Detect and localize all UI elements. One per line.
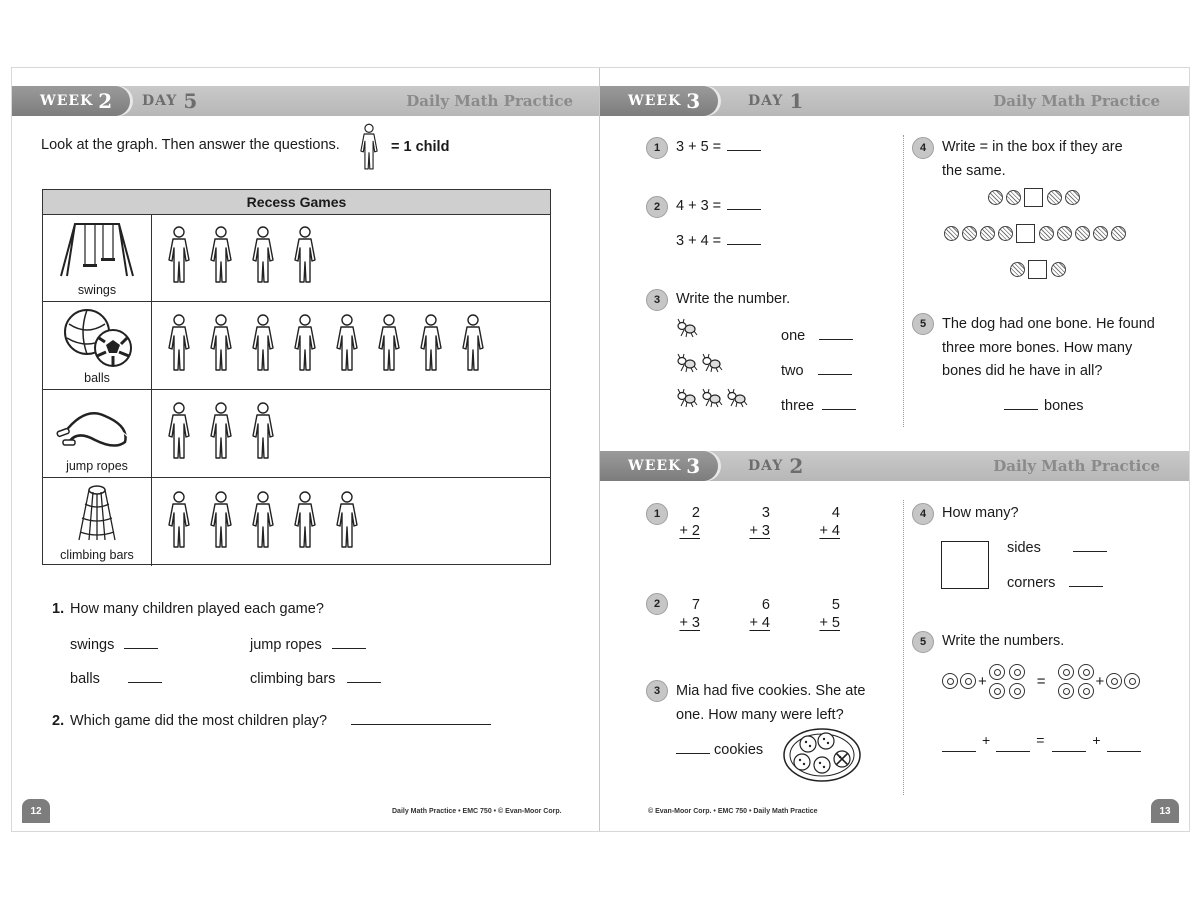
number-word: two: [781, 363, 804, 379]
d1-problem-2b: [676, 233, 761, 249]
ball-icon: [1039, 226, 1054, 241]
vertical-addition: [746, 596, 770, 632]
footer-left: Daily Math Practice • EMC 750 • © Evan-Moor Corp.: [392, 808, 562, 815]
graph-row-climbing-bars: [43, 478, 550, 566]
answer-unit: bones: [1044, 398, 1084, 414]
flower-icon: [1009, 664, 1025, 680]
week-number: 3: [686, 89, 702, 113]
day-number: 5: [183, 89, 199, 113]
page-number-left: 12: [22, 799, 50, 823]
row-label: jump ropes: [66, 459, 128, 473]
flower-icon: [989, 664, 1005, 680]
problem-badge: 5: [912, 313, 934, 335]
d1-word-one: [781, 328, 853, 344]
answer-box[interactable]: [1028, 260, 1047, 279]
equation: 3 + 4 =: [676, 233, 722, 249]
plus-sign: +: [1092, 732, 1101, 748]
book-spine: [599, 68, 600, 831]
day-number: 1: [789, 89, 805, 113]
problem-badge: 1: [646, 503, 668, 525]
ball-icon: [1051, 262, 1066, 277]
week-tab: [600, 451, 718, 481]
answer-blank[interactable]: [727, 208, 761, 210]
footer-right: © Evan-Moor Corp. • EMC 750 • Daily Math Practice: [648, 808, 818, 815]
flower-icon: [1124, 673, 1140, 689]
child-figure-icon: [163, 226, 195, 289]
week-number: 2: [98, 89, 114, 113]
child-key-icon: [356, 118, 382, 176]
addend-top: 2: [691, 505, 700, 521]
d1-problem-4-line2: the same.: [942, 163, 1006, 179]
column-divider: [903, 500, 904, 795]
flower-icon: [1078, 664, 1094, 680]
answer-blank[interactable]: [822, 408, 856, 410]
child-figure-icon: [163, 314, 195, 377]
climbing-dome-icon: [75, 482, 119, 544]
ant-icon: [701, 388, 723, 413]
d1-problem-5-line1: The dog had one bone. He found: [942, 316, 1155, 332]
flower-icon: [989, 683, 1005, 699]
question-1: How many children played each game?: [70, 601, 324, 617]
week-label: WEEK: [40, 93, 94, 109]
instructions: Look at the graph. Then answer the questions.: [41, 137, 340, 153]
answer-blank[interactable]: [128, 681, 162, 683]
answer-label: balls: [70, 671, 100, 687]
week-tab: [600, 86, 718, 116]
flower-group: [1058, 664, 1094, 699]
ball-icon: [980, 226, 995, 241]
answer-blank[interactable]: [996, 750, 1030, 752]
addend-bottom: + 3: [749, 523, 770, 539]
row-label-cell: [43, 390, 152, 477]
answer-jump-ropes: [250, 637, 366, 653]
series-title: Daily Math Practice: [993, 92, 1160, 110]
number-word: three: [781, 398, 815, 414]
flower-icon: [942, 673, 958, 689]
vertical-addition: [676, 504, 700, 540]
row-label: balls: [84, 371, 110, 385]
answer-blank[interactable]: [332, 647, 366, 649]
plus-sign: +: [978, 672, 987, 690]
graph-row-swings: [43, 214, 550, 302]
problem-badge: 2: [646, 593, 668, 615]
answer-label: climbing bars: [250, 671, 336, 687]
d1-problem-5-line2: three more bones. How many: [942, 340, 1133, 356]
ball-icon: [962, 226, 977, 241]
key-legend: = 1 child: [391, 139, 450, 155]
answer-blank[interactable]: [727, 149, 761, 151]
question-number: 2.: [52, 713, 65, 729]
vertical-addition: [816, 596, 840, 632]
problem-badge: 3: [646, 680, 668, 702]
addend-top: 5: [831, 597, 840, 613]
equation: 3 + 5 =: [676, 139, 722, 155]
ball-icon: [1111, 226, 1126, 241]
equation: 4 + 3 =: [676, 198, 722, 214]
jump-rope-icon: [55, 402, 139, 452]
addend-bottom: + 2: [679, 523, 700, 539]
addend-top: 3: [761, 505, 770, 521]
problem-badge: 5: [912, 631, 934, 653]
answer-label: swings: [70, 637, 115, 653]
answer-blank[interactable]: [1052, 750, 1086, 752]
square-shape: [941, 541, 989, 589]
ball-icon: [944, 226, 959, 241]
ball-compare-row-3: [1008, 260, 1067, 279]
child-figure-icon: [205, 226, 237, 289]
day-number: 2: [789, 454, 805, 478]
week-number: 3: [686, 454, 702, 478]
answer-balls: [70, 671, 162, 687]
flower-icon: [1009, 683, 1025, 699]
answer-label: sides: [1007, 540, 1041, 556]
addend-bottom: + 4: [749, 615, 770, 631]
answer-label: jump ropes: [250, 637, 322, 653]
addend-bottom: + 4: [819, 523, 840, 539]
cookie-plate-icon: [782, 727, 862, 783]
number-sentence-blanks: [942, 732, 1141, 752]
answer-blank[interactable]: [347, 681, 381, 683]
week-label: WEEK: [628, 93, 682, 109]
right-day2-header-band: [600, 451, 1189, 481]
ant-group: [676, 353, 723, 378]
week-label: WEEK: [628, 458, 682, 474]
addend-bottom: + 3: [679, 615, 700, 631]
answer-box[interactable]: [1024, 188, 1043, 207]
answer-blank[interactable]: [1069, 585, 1103, 587]
answer-blank[interactable]: [676, 752, 710, 754]
plus-sign: +: [1095, 672, 1105, 690]
series-title: Daily Math Practice: [406, 92, 573, 110]
child-figure-icon: [247, 402, 279, 465]
page-number-right: 13: [1151, 799, 1179, 823]
ball-icon: [1010, 262, 1025, 277]
plus-sign: +: [982, 732, 991, 748]
d2-problem-3-line1: Mia had five cookies. She ate: [676, 683, 866, 699]
flower-icon: [1058, 683, 1074, 699]
row-label-cell: [43, 478, 152, 566]
child-figure-icon: [205, 491, 237, 554]
answer-label: corners: [1007, 575, 1056, 591]
child-figure-icon: [457, 314, 489, 377]
graph-row-balls: [43, 302, 550, 390]
d2-corners: [1007, 575, 1103, 591]
problem-badge: 4: [912, 137, 934, 159]
left-day-label: [142, 86, 198, 116]
child-figure-icon: [247, 314, 279, 377]
left-header-band: [12, 86, 599, 116]
ball-icon: [998, 226, 1013, 241]
ball-icon: [1093, 226, 1108, 241]
ball-icon: [1047, 190, 1062, 205]
problem-badge: 3: [646, 289, 668, 311]
d2-problem-3-answer: [676, 742, 763, 758]
row-label: swings: [77, 283, 117, 297]
answer-unit: cookies: [714, 742, 764, 758]
row-label-cell: [43, 302, 152, 389]
ant-icon: [676, 353, 698, 378]
equals-sign: =: [1036, 672, 1046, 690]
flower-icon: [1078, 683, 1094, 699]
problem-badge: 1: [646, 137, 668, 159]
child-figure-icon: [331, 491, 363, 554]
day-label: DAY: [142, 93, 178, 109]
ant-icon: [726, 388, 748, 413]
child-figure-icon: [373, 314, 405, 377]
child-pictures: [163, 478, 363, 566]
answer-blank[interactable]: [727, 243, 761, 245]
child-figure-icon: [205, 402, 237, 465]
ant-icon: [701, 353, 723, 378]
addend-top: 6: [761, 597, 770, 613]
question-2: [70, 713, 491, 729]
child-figure-icon: [205, 314, 237, 377]
child-figure-icon: [247, 226, 279, 289]
ball-icon: [1057, 226, 1072, 241]
child-figure-icon: [247, 491, 279, 554]
d1-problem-1: [676, 139, 761, 155]
addend-bottom: + 5: [819, 615, 840, 631]
d2-sides: [1007, 540, 1107, 556]
day-label: [748, 86, 804, 116]
question-2-text: Which game did the most children play?: [70, 713, 328, 729]
vertical-addition: [676, 596, 700, 632]
d1-problem-5-line3: bones did he have in all?: [942, 363, 1103, 379]
child-figure-icon: [289, 491, 321, 554]
child-pictures: [163, 390, 279, 477]
ant-group: [676, 318, 698, 343]
vertical-addition: [816, 504, 840, 540]
day-label: [748, 451, 804, 481]
ball-compare-row-2: [942, 224, 1127, 243]
swing-set-icon: [57, 220, 137, 278]
child-figure-icon: [415, 314, 447, 377]
left-week-tab: [12, 86, 130, 116]
answer-blank[interactable]: [1004, 408, 1038, 410]
number-word: one: [781, 328, 806, 344]
d1-problem-3-text: Write the number.: [676, 291, 791, 307]
d1-word-two: [781, 363, 852, 379]
addend-top: 7: [691, 597, 700, 613]
question-number: 1.: [52, 601, 65, 617]
flower-icon: [1058, 664, 1074, 680]
d2-problem-4-text: How many?: [942, 505, 1019, 521]
balls-icon: [61, 306, 135, 368]
right-day1-header-band: [600, 86, 1189, 116]
vertical-addition: [746, 504, 770, 540]
child-pictures: [163, 214, 321, 301]
flower-icon: [960, 673, 976, 689]
d1-problem-4-line1: Write = in the box if they are: [942, 139, 1123, 155]
ball-icon: [1065, 190, 1080, 205]
flower-icon: [1106, 673, 1122, 689]
ball-icon: [988, 190, 1003, 205]
answer-blank[interactable]: [1107, 750, 1141, 752]
d2-problem-5-text: Write the numbers.: [942, 633, 1065, 649]
child-figure-icon: [289, 226, 321, 289]
ant-group: [676, 388, 748, 413]
flower-group: [989, 664, 1025, 699]
answer-blank[interactable]: [942, 750, 976, 752]
problem-badge: 2: [646, 196, 668, 218]
equals-sign: =: [1036, 732, 1045, 748]
ant-icon: [676, 318, 698, 343]
answer-blank[interactable]: [124, 647, 158, 649]
d1-problem-5-answer: [1004, 398, 1084, 414]
answer-box[interactable]: [1016, 224, 1035, 243]
d1-problem-2a: [676, 198, 761, 214]
child-figure-icon: [163, 491, 195, 554]
addend-top: 4: [831, 505, 840, 521]
answer-blank[interactable]: [818, 373, 852, 375]
answer-climbing-bars: [250, 671, 381, 687]
answer-blank[interactable]: [1073, 550, 1107, 552]
row-label-cell: [43, 214, 152, 301]
graph-title: Recess Games: [43, 190, 550, 215]
answer-blank[interactable]: [819, 338, 853, 340]
child-figure-icon: [331, 314, 363, 377]
row-label: climbing bars: [60, 548, 134, 562]
pictograph-table: [42, 189, 551, 565]
graph-row-jump-ropes: [43, 390, 550, 478]
ball-icon: [1075, 226, 1090, 241]
series-title: Daily Math Practice: [993, 457, 1160, 475]
answer-swings: [70, 637, 158, 653]
d1-word-three: [781, 398, 856, 414]
flower-equation: [942, 660, 1140, 702]
child-pictures: [163, 302, 489, 389]
day-label-text: DAY: [748, 93, 784, 109]
problem-badge: 4: [912, 503, 934, 525]
child-figure-icon: [289, 314, 321, 377]
ball-icon: [1006, 190, 1021, 205]
ball-compare-row-1: [986, 188, 1081, 207]
answer-blank[interactable]: [351, 723, 491, 725]
day-label-text: DAY: [748, 458, 784, 474]
child-figure-icon: [163, 402, 195, 465]
d2-problem-3-line2: one. How many were left?: [676, 707, 844, 723]
ant-icon: [676, 388, 698, 413]
column-divider: [903, 135, 904, 427]
